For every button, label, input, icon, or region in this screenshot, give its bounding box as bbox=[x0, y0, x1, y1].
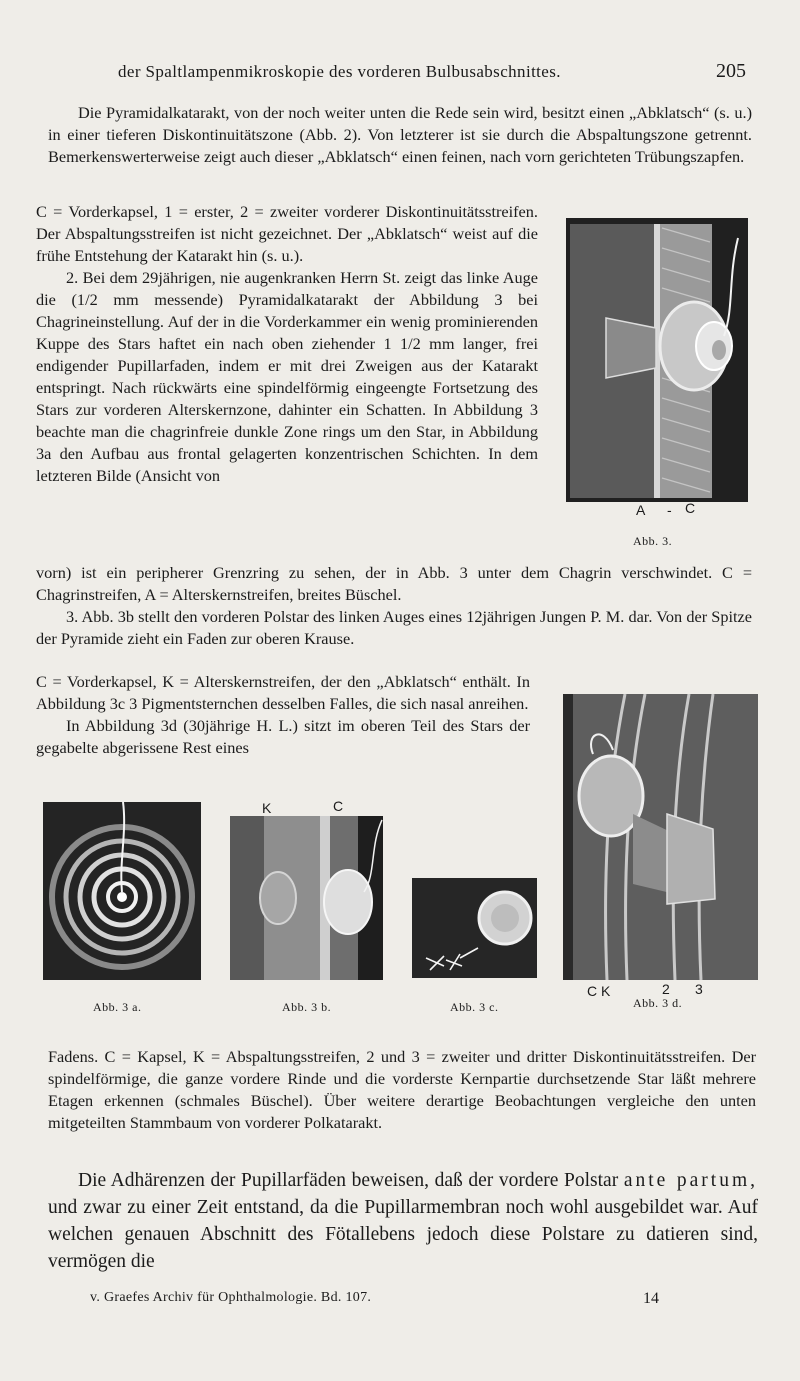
paragraph-7: Fadens. C = Kapsel, K = Abspaltungsstreifen, 2 und 3 = zweiter und dritter Diskontinuitätsstreifen. Der spindelförmige, die ganze vordere Rinde und die vorderste Kernpartie durchsetzende Star läßt mehrere Etagen erkennen (schmales Büschel). Über weitere derartige Beobachtungen vergleiche den unten mitgeteilten Stammbaum von vorderer Polkatarakt. bbox=[48, 1047, 756, 1132]
paragraph-4: 3. Abb. 3b stellt den vorderen Polstar des linken Auges eines 12jährigen Jungen P. M. dar. Von der Spitze der Pyramide zieht ein Faden zur oberen Krause. bbox=[36, 607, 752, 648]
text-after-figures bbox=[48, 1046, 756, 1134]
paragraph-2: C = Vorderkapsel, 1 = erster, 2 = zweiter vorderer Diskontinuitätsstreifen. Der Abspaltungsstreifen ist nicht gezeichnet. Der „Abklatsch“ weist auf die frühe Entstehung der Katarakt hin (s. u.). bbox=[36, 202, 538, 265]
figure-abb-3b bbox=[230, 816, 383, 980]
figure-abb-3c-caption: Abb. 3 c. bbox=[450, 1000, 499, 1014]
figure-abb-3a-caption: Abb. 3 a. bbox=[93, 1000, 142, 1014]
paragraph-1: Die Pyramidalkatarakt, von der noch weiter unten die Rede sein wird, besitzt einen „Abklatsch“ (s. u.) in einer tieferen Diskontinuitätszone (Abb. 2). Von letzterer ist sie durch die Abspaltungszone getrennt. Bemerkenswerterweise zeigt auch dieser „Abklatsch“ einen feinen, nach vorn gerichteten Trübungszapfen. bbox=[48, 103, 752, 166]
figure-abb-3d-label-3: 3 bbox=[695, 981, 703, 997]
figure-abb-3b-label-c: C bbox=[333, 798, 344, 814]
main-text-large bbox=[48, 1167, 758, 1275]
running-title: der Spaltlampenmikroskopie des vorderen Bulbusabschnittes. bbox=[118, 62, 561, 81]
paragraph-pyramidalkatarakt bbox=[48, 102, 752, 168]
figure-abb-3a-image bbox=[43, 802, 201, 980]
paragraph-3-continued: vorn) ist ein peripherer Grenzring zu sehen, der in Abb. 3 unter dem Chagrin verschwindet. C = Chagrinstreifen, A = Alterskernstreifen, breites Büschel. bbox=[36, 563, 752, 604]
figure-abb-3-image bbox=[566, 218, 748, 502]
figure-abb-3-label-a: A bbox=[636, 502, 646, 518]
paragraph-6: In Abbildung 3d (30jährige H. L.) sitzt im oberen Teil des Stars der gegabelte abgerissene Rest eines bbox=[36, 716, 530, 757]
figure-abb-3d-label-ck: C K bbox=[587, 983, 611, 999]
polstar-text-after: und zwar zu einer Zeit entstand, da die Pupillarmembran noch wohl ausgebildet war. Auf welchen genauen Abschnitt des Fötallebens jedoch diese Polstare zu datieren sind, vermögen die bbox=[48, 1197, 758, 1272]
figure-abb-3-label-c: C bbox=[685, 500, 696, 516]
text-column-upper bbox=[36, 201, 538, 487]
figure-abb-3c-image bbox=[412, 878, 537, 978]
figure-abb-3 bbox=[566, 218, 748, 502]
figure-abb-3b-label-k: K bbox=[262, 800, 272, 816]
figure-abb-3d-label-2: 2 bbox=[662, 981, 670, 997]
figure-abb-3b-caption: Abb. 3 b. bbox=[282, 1000, 332, 1014]
text-column-lower bbox=[36, 671, 530, 759]
figure-abb-3b-image bbox=[230, 816, 383, 980]
figure-abb-3-caption: Abb. 3. bbox=[633, 534, 673, 548]
paragraph-3: 2. Bei dem 29jährigen, nie augenkranken Herrn St. zeigt das linke Auge die (1/2 mm messende) Pyramidalkatarakt der Abbildung 3 bei Chagrineinstellung. Auf der in die Vorderkammer ein wenig prominierenden Kuppe des Stars haftet ein nach oben ziehender 1 1/2 mm langer, frei endigender Pupillarfaden, indem er mit drei Zweigen aus der Katarakt entspringt. Nach rückwärts eine spindelförmig eingeengte Fortsetzung des Stars zur vorderen Alterskernzone, dahinter ein Schatten. In Abbildung 3 beachte man die chagrinfreie dunkle Zone rings um den Star, in Abbildung 3a den Aufbau aus frontal gelagerten konzentrischen Schichten. In dem letzteren Bilde (Ansicht von bbox=[36, 268, 538, 485]
figure-abb-3a bbox=[43, 802, 201, 980]
page-number: 205 bbox=[716, 60, 746, 82]
running-header bbox=[118, 60, 758, 88]
figure-abb-3-label-dash: - bbox=[667, 502, 672, 518]
footer-sheet-number: 14 bbox=[643, 1290, 659, 1307]
polstar-text-before: Die Adhärenzen der Pupillarfäden beweisen, daß der vordere Polstar bbox=[78, 1170, 619, 1191]
figure-abb-3d-caption: Abb. 3 d. bbox=[633, 996, 683, 1010]
text-wide-middle bbox=[36, 562, 752, 650]
polstar-text-emphasis: ante partum, bbox=[623, 1170, 759, 1191]
paragraph-5: C = Vorderkapsel, K = Alterskernstreifen, der den „Abklatsch“ enthält. In Abbildung 3c 3 Pigmentsternchen desselben Falles, die sich nasal anreihen. bbox=[36, 672, 530, 713]
figure-abb-3c bbox=[412, 878, 537, 978]
figure-abb-3d bbox=[563, 694, 758, 980]
figure-abb-3d-image bbox=[563, 694, 758, 980]
footer-journal: v. Graefes Archiv für Ophthalmologie. Bd. 107. bbox=[90, 1290, 372, 1305]
paragraph-polstar bbox=[48, 1167, 758, 1275]
